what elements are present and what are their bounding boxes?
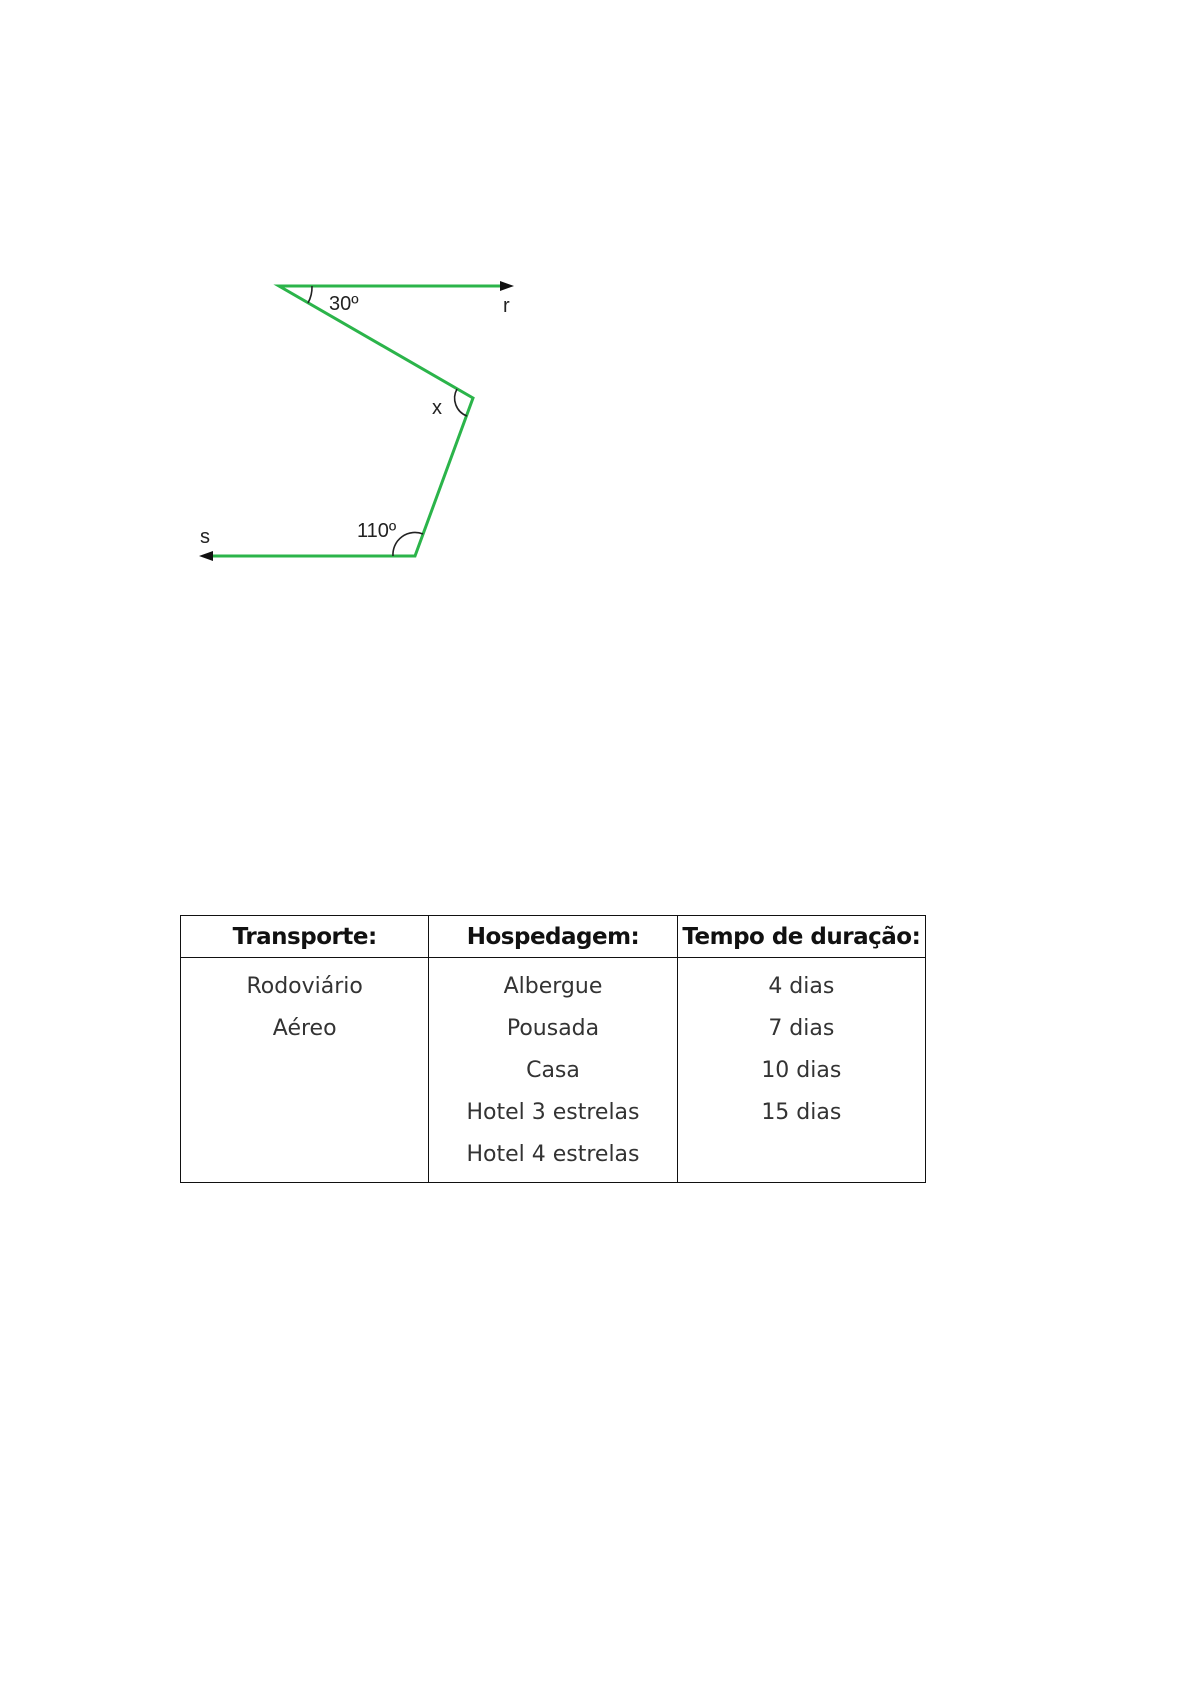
list-item: 4 dias bbox=[768, 974, 835, 999]
angle-top-label: 30º bbox=[329, 293, 359, 315]
header-hospedagem: Hospedagem: bbox=[429, 916, 677, 958]
list-item: Hotel 4 estrelas bbox=[466, 1142, 640, 1167]
column-hospedagem bbox=[429, 958, 677, 1183]
line-r-label: r bbox=[503, 295, 510, 317]
list-item: Casa bbox=[526, 1058, 580, 1083]
angle-figure bbox=[0, 0, 560, 600]
table-row bbox=[181, 958, 926, 1183]
column-transporte bbox=[181, 958, 429, 1183]
list-item: 7 dias bbox=[768, 1016, 835, 1041]
angle-bottom-label: 110º bbox=[357, 520, 397, 542]
list-item: Aéreo bbox=[272, 1016, 337, 1041]
arc-top bbox=[308, 286, 312, 303]
figure-path bbox=[207, 286, 505, 556]
arrow-s-icon bbox=[199, 551, 213, 561]
column-tempo bbox=[677, 958, 925, 1183]
list-item: Pousada bbox=[506, 1016, 600, 1041]
list-item: Albergue bbox=[503, 974, 603, 999]
options-table bbox=[180, 915, 926, 1183]
arrow-r-icon bbox=[500, 281, 514, 291]
list-item: Rodoviário bbox=[246, 974, 363, 999]
angle-x-label: x bbox=[432, 397, 442, 419]
list-item: 15 dias bbox=[761, 1100, 842, 1125]
list-item: Hotel 3 estrelas bbox=[466, 1100, 640, 1125]
header-tempo: Tempo de duração: bbox=[677, 916, 925, 958]
header-transporte: Transporte: bbox=[181, 916, 429, 958]
line-s-label: s bbox=[200, 526, 210, 548]
list-item: 10 dias bbox=[761, 1058, 842, 1083]
table-header-row bbox=[181, 916, 926, 958]
